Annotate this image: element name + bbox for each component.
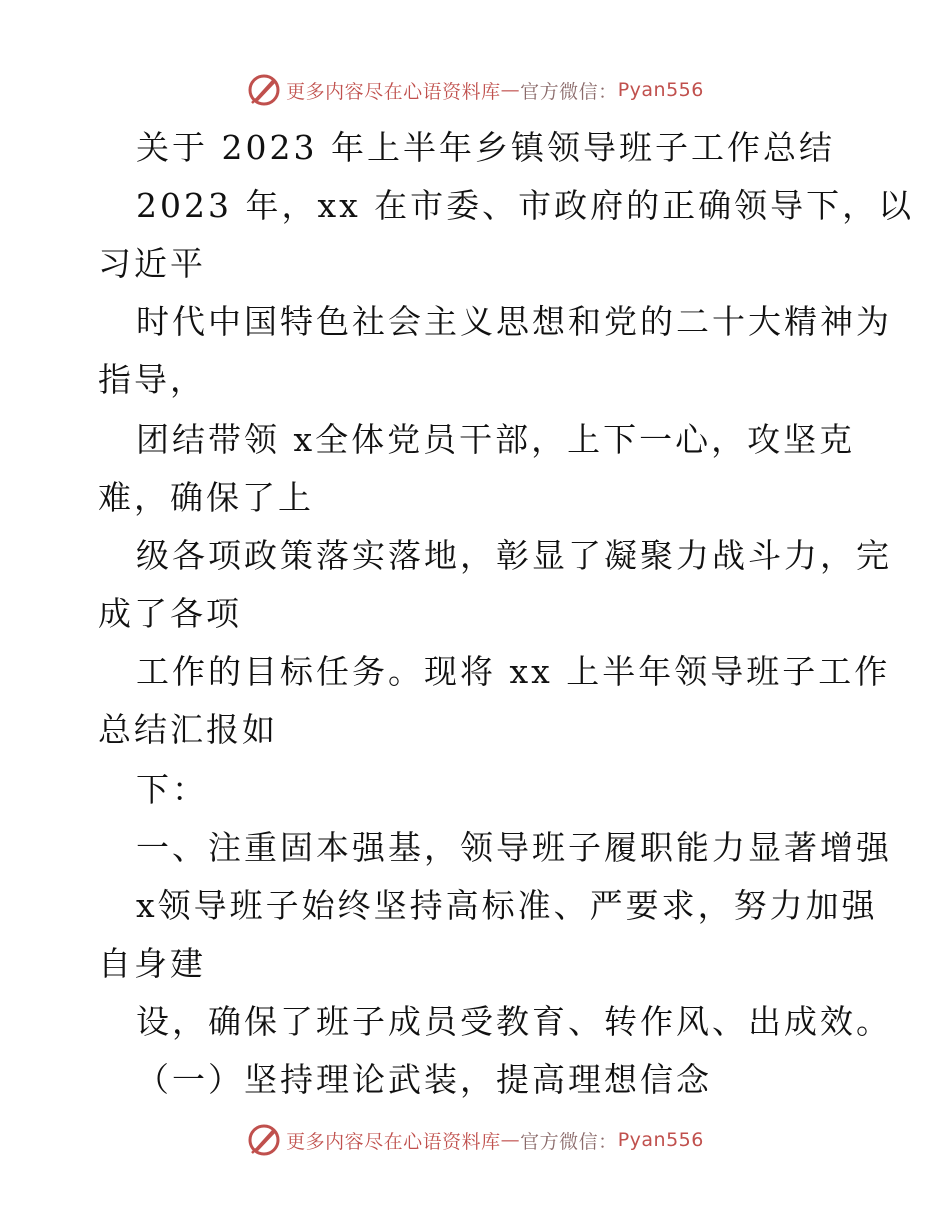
document-title: 关于 2023 年上半年乡镇领导班子工作总结 [136,128,835,167]
footer-watermark [0,1120,950,1160]
paragraph-line: 下： [136,770,208,809]
watermark-separator: — [500,79,521,101]
section-heading: 一、注重固本强基，领导班子履职能力显著增强 [136,828,892,867]
paragraph-line: 级各项政策落实落地，彰显了凝聚力战斗力，完 [136,536,892,575]
paragraph-line: 指导， [98,360,206,399]
paragraph-line: 成了各项 [98,594,242,633]
paragraph-line: 团结带领 x全体党员干部，上下一心，攻坚克 [136,420,856,459]
watermark-site: 更多内容尽在心语资料库 [286,1130,501,1153]
paragraph-line: 总结汇报如 [98,710,278,749]
watermark-wechat-label: 官方微信： [520,80,618,103]
paragraph-line: 时代中国特色社会主义思想和党的二十大精神为 [136,302,892,341]
watermark-wechat-id: Pyan556 [617,1129,704,1151]
watermark-wechat-id: Pyan556 [617,79,704,101]
paragraph-line: x领导班子始终坚持高标准、严要求，努力加强 [136,886,878,925]
paragraph-line: 设，确保了班子成员受教育、转作风、出成效。 [136,1002,892,1041]
watermark-wechat-label: 官方微信： [520,1130,618,1153]
paragraph-line: 2023 年，xx 在市委、市政府的正确领导下，以 [136,186,915,225]
paragraph-line: 工作的目标任务。现将 xx 上半年领导班子工作 [136,652,891,691]
paragraph-line: 自身建 [98,944,206,983]
subsection-heading: （一）坚持理论武装，提高理想信念 [136,1060,712,1099]
header-watermark [0,70,950,110]
quill-circle-logo-icon [246,1122,282,1158]
watermark-separator: — [500,1129,521,1151]
quill-circle-logo-icon [246,72,282,108]
paragraph-line: 难，确保了上 [98,478,314,517]
paragraph-line: 习近平 [98,244,206,283]
watermark-site: 更多内容尽在心语资料库 [286,80,501,103]
